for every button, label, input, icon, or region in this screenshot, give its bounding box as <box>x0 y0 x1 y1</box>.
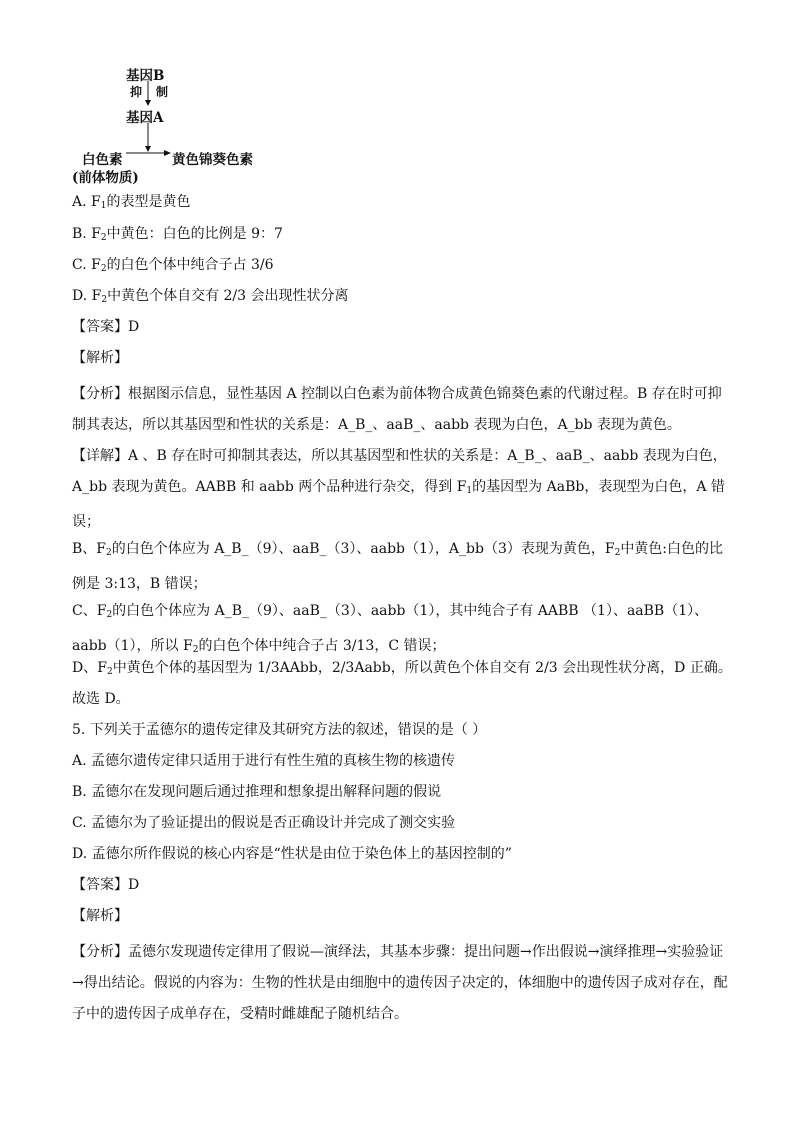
inhibit-label-2: 制 <box>156 85 169 99</box>
q5-analysis-fenxi: 【分析】孟德尔发现遗传定律用了假说—演绎法，其基本步骤：提出问题→作出假说→演绎推理→实验验证→得出结论。假说的内容为：生物的性状是由细胞中的遗传因子决定的，体细胞中的遗传因子成对存在，配子中的遗传因子成单存在，受精时雌雄配子随机结合。 <box>72 944 728 1022</box>
diagram-arrows <box>72 62 292 182</box>
q4-answer: 【答案】D <box>72 319 140 335</box>
q4-analysis-line-c: C、$F_2$的白色个体应为 A_B_（9）、aaB_（3）、aabb（1），其中纯合子有 AABB （1）、aaBB（1）、aabb（1），所以 $F_2$的白色个体中纯合子占 3/13，C 错误； <box>72 603 709 655</box>
q5-analysis-heading: 【解析】 <box>72 908 128 924</box>
inhibit-label-1: 抑 <box>130 85 143 99</box>
q4-analysis-line-d: D、$F_2$中黄色个体的基因型为 1/3AAbb，2/3Aabb，所以黄色个体自交有 2/3 会出现性状分离，D 正确。 <box>72 660 732 677</box>
q5-stem: 5. 下列关于孟德尔的遗传定律及其研究方法的叙述，错误的是（ ） <box>72 722 487 738</box>
q5-option-b: B. 孟德尔在发现问题后通过推理和想象提出解释问题的假说 <box>72 784 442 800</box>
q4-analysis-heading: 【解析】 <box>72 350 128 366</box>
q5-option-c: C. 孟德尔为了验证提出的假说是否正确设计并完成了测交实验 <box>72 815 456 831</box>
q5-option-a: A. 孟德尔遗传定律只适用于进行有性生殖的真核生物的核遗传 <box>72 753 456 769</box>
gene-b-label: 基因B <box>126 68 165 84</box>
q4-option-b: B. $F_2$中黄色：白色的比例是 9：7 <box>72 226 283 243</box>
metabolic-pathway-diagram <box>72 62 292 186</box>
white-pigment-label: 白色素 <box>82 152 123 168</box>
q5-answer: 【答案】D <box>72 877 140 893</box>
q4-analysis-xiangjie: 【详解】A 、B 存在时可抑制其表达，所以其基因型和性状的关系是：A_B_、aaB_、aabb 表现为白色，A_bb 表现为黄色。AABB 和 aabb 两个品种进行杂交，得到 $F_1$的基因型为 AaBb，表现型为白色，A 错误； <box>72 448 727 530</box>
q4-option-c: C. $F_2$的白色个体中纯合子占 3/6 <box>72 257 274 274</box>
q4-option-a: A. $F_1$的表型是黄色 <box>72 194 191 211</box>
q4-analysis-fenxi: 【分析】根据图示信息，显性基因 A 控制以白色素为前体物合成黄色锦葵色素的代谢过程。B 存在时可抑制其表达，所以其基因型和性状的关系是：A_B_、aaB_、aabb 表现为白色，A_bb 表现为黄色。 <box>72 386 722 433</box>
q4-conclusion: 故选 D。 <box>72 691 130 707</box>
q5-option-d: D. 孟德尔所作假说的核心内容是“性状是由位于染色体上的基因控制的” <box>72 846 512 862</box>
q4-analysis-line-b: B、$F_2$的白色个体应为 A_B_（9）、aaB_（3）、aabb（1），A_bb（3）表现为黄色，$F_2$中黄色:白色的比例是 3:13，B 错误； <box>72 541 724 592</box>
yellow-pigment-label: 黄色锦葵色素 <box>172 152 253 168</box>
precursor-label: (前体物质) <box>72 170 139 186</box>
q4-option-d: D. $F_2$中黄色个体自交有 2/3 会出现性状分离 <box>72 288 349 305</box>
gene-a-label: 基因A <box>126 110 164 126</box>
